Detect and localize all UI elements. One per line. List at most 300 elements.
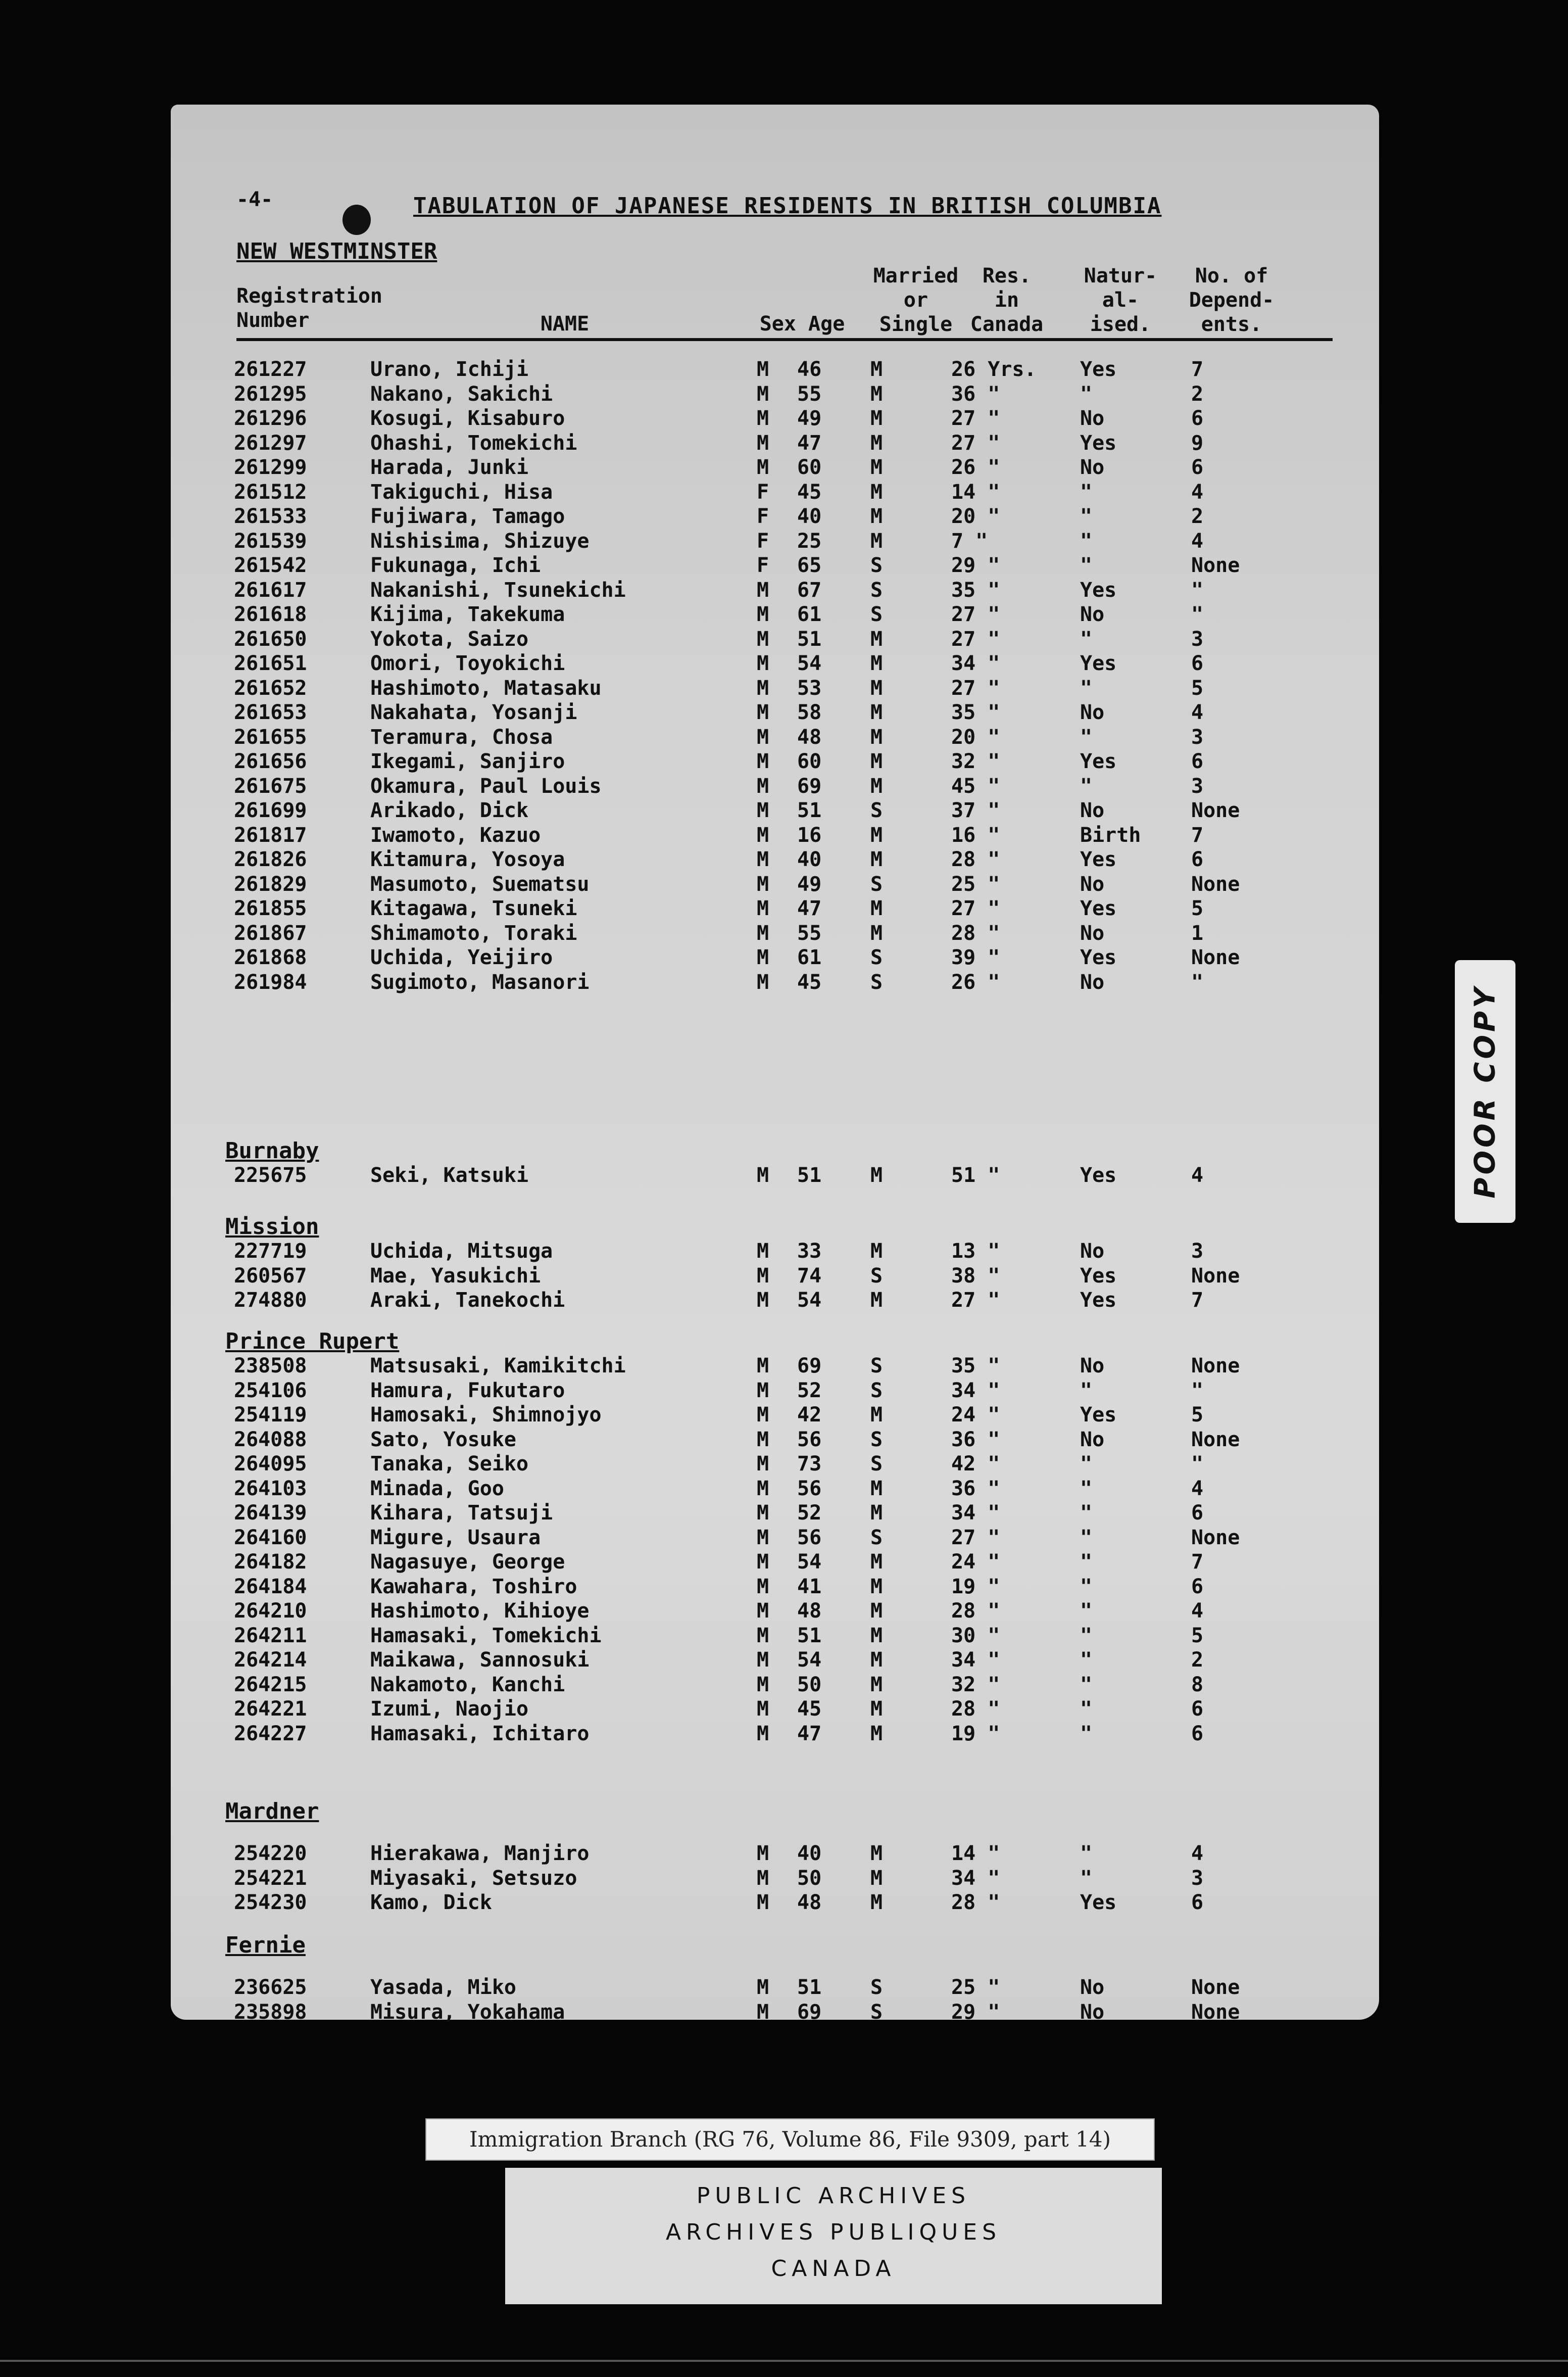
- table-row: [171, 504, 1333, 529]
- cell-res: 16 ": [951, 823, 1000, 847]
- cell-nat: ": [1080, 1697, 1093, 1721]
- cell-name: Masumoto, Suematsu: [370, 872, 590, 896]
- cell-dep: 4: [1191, 529, 1204, 553]
- cell-sex: M: [757, 897, 769, 920]
- cell-sex: M: [757, 701, 769, 724]
- cell-res: 38 ": [951, 1264, 1000, 1288]
- cell-res: 32 ": [951, 750, 1000, 773]
- cell-sex: M: [757, 1240, 769, 1263]
- cell-name: Minada, Goo: [370, 1477, 504, 1500]
- cell-dep: 8: [1191, 1673, 1204, 1696]
- header-married: [870, 264, 961, 337]
- cell-reg: 261867: [234, 921, 307, 945]
- cell-reg: 261826: [234, 848, 307, 871]
- cell-name: Okamura, Paul Louis: [370, 774, 602, 798]
- table-row: [171, 553, 1333, 578]
- cell-sex: M: [757, 1403, 769, 1427]
- table-row: [171, 798, 1333, 823]
- cell-reg: 264214: [234, 1648, 307, 1672]
- cell-mar: M: [870, 1403, 883, 1427]
- table-row: [171, 1890, 1333, 1915]
- table-row: [171, 970, 1333, 994]
- cell-reg: 261542: [234, 554, 307, 577]
- header-dep-line3: ents.: [1201, 313, 1262, 336]
- cell-dep: None: [1191, 1526, 1240, 1549]
- cell-res: 13 ": [951, 1240, 1000, 1263]
- cell-mar: M: [870, 431, 883, 455]
- cell-mar: M: [870, 1842, 883, 1865]
- cell-age: 54: [797, 1550, 822, 1574]
- cell-reg: 254106: [234, 1378, 307, 1402]
- header-registration: [236, 284, 382, 332]
- table-row: [171, 1264, 1333, 1288]
- cell-name: Sato, Yosuke: [370, 1428, 516, 1451]
- cell-sex: M: [757, 676, 769, 700]
- cell-reg: 274880: [234, 1289, 307, 1312]
- cell-nat: No: [1080, 799, 1105, 822]
- table-row: [171, 872, 1333, 896]
- cell-age: 33: [797, 1240, 822, 1263]
- cell-name: Nakahata, Yosanji: [370, 701, 577, 724]
- cell-name: Ikegami, Sanjiro: [370, 750, 565, 773]
- cell-sex: M: [757, 652, 769, 675]
- cell-res: 28 ": [951, 921, 1000, 945]
- cell-sex: M: [757, 1501, 769, 1525]
- cell-name: Nakamoto, Kanchi: [370, 1673, 565, 1696]
- cell-dep: 4: [1191, 701, 1204, 724]
- cell-nat: Yes: [1080, 946, 1117, 969]
- cell-age: 54: [797, 1289, 822, 1312]
- cell-age: 56: [797, 1428, 822, 1451]
- cell-name: Kitagawa, Tsuneki: [370, 897, 577, 920]
- cell-nat: ": [1080, 1452, 1093, 1476]
- cell-age: 61: [797, 946, 822, 969]
- cell-mar: S: [870, 578, 883, 602]
- cell-mar: S: [870, 1526, 883, 1549]
- cell-mar: S: [870, 799, 883, 822]
- cell-name: Hamura, Fukutaro: [370, 1378, 565, 1402]
- table-row: [171, 1722, 1333, 1746]
- cell-res: 37 ": [951, 799, 1000, 822]
- table-row: [171, 1866, 1333, 1890]
- cell-name: Hamosaki, Shimnojyo: [370, 1403, 602, 1427]
- section-heading: Mardner: [225, 1798, 319, 1824]
- cell-nat: No: [1080, 2000, 1105, 2024]
- cell-age: 42: [797, 1403, 822, 1427]
- cell-name: Harada, Junki: [370, 456, 529, 479]
- cell-dep: 6: [1191, 750, 1204, 773]
- table-row: [171, 1239, 1333, 1263]
- cell-age: 67: [797, 578, 822, 602]
- cell-name: Kawahara, Toshiro: [370, 1575, 577, 1598]
- cell-reg: 254221: [234, 1866, 307, 1890]
- cell-res: 24 ": [951, 1550, 1000, 1574]
- cell-age: 52: [797, 1501, 822, 1525]
- cell-mar: M: [870, 1550, 883, 1574]
- cell-nat: ": [1080, 1624, 1093, 1647]
- table-row: [171, 774, 1333, 798]
- cell-sex: M: [757, 1289, 769, 1312]
- cell-age: 53: [797, 676, 822, 700]
- cell-res: 27 ": [951, 1526, 1000, 1549]
- cell-nat: ": [1080, 1648, 1093, 1672]
- cell-age: 65: [797, 554, 822, 577]
- cell-age: 69: [797, 1354, 822, 1377]
- cell-reg: 261618: [234, 603, 307, 626]
- table-row: [171, 1526, 1333, 1550]
- cell-age: 51: [797, 1624, 822, 1647]
- cell-sex: M: [757, 627, 769, 651]
- cell-sex: M: [757, 603, 769, 626]
- header-dep-line1: No. of: [1195, 264, 1268, 288]
- cell-res: 26 ": [951, 970, 1000, 994]
- cell-reg: 261699: [234, 799, 307, 822]
- cell-sex: M: [757, 1673, 769, 1696]
- table-row: [171, 1501, 1333, 1525]
- cell-mar: M: [870, 382, 883, 406]
- cell-dep: 7: [1191, 1289, 1204, 1312]
- header-rule: [236, 338, 1333, 341]
- cell-age: 51: [797, 1976, 822, 1999]
- cell-res: 35 ": [951, 701, 1000, 724]
- cell-age: 40: [797, 848, 822, 871]
- cell-name: Nakano, Sakichi: [370, 382, 553, 406]
- header-dep-line2: Depend-: [1189, 289, 1275, 312]
- cell-sex: M: [757, 1164, 769, 1187]
- cell-age: 40: [797, 505, 822, 528]
- cell-reg: 261296: [234, 407, 307, 430]
- cell-age: 60: [797, 456, 822, 479]
- table-row: [171, 1599, 1333, 1623]
- archive-line-2: ARCHIVES PUBLIQUES: [665, 2219, 1002, 2245]
- cell-name: Migure, Usaura: [370, 1526, 541, 1549]
- section-heading: NEW WESTMINSTER: [236, 239, 437, 264]
- cell-nat: ": [1080, 529, 1093, 553]
- cell-mar: M: [870, 1891, 883, 1914]
- cell-name: Tanaka, Seiko: [370, 1452, 529, 1476]
- table-row: [171, 357, 1333, 382]
- cell-reg: 264139: [234, 1501, 307, 1525]
- header-nat-line1: Natur-: [1084, 264, 1157, 288]
- cell-name: Fukunaga, Ichi: [370, 554, 541, 577]
- table-row: [171, 1673, 1333, 1697]
- table-row: [171, 725, 1333, 749]
- header-residence: [961, 264, 1052, 337]
- cell-reg: 261656: [234, 750, 307, 773]
- cell-name: Hamasaki, Ichitaro: [370, 1722, 590, 1745]
- cell-res: 20 ": [951, 725, 1000, 749]
- cell-reg: 264210: [234, 1599, 307, 1623]
- cell-res: 34 ": [951, 1866, 1000, 1890]
- cell-sex: M: [757, 872, 769, 896]
- cell-age: 55: [797, 382, 822, 406]
- cell-mar: M: [870, 750, 883, 773]
- cell-reg: 261868: [234, 946, 307, 969]
- cell-sex: M: [757, 946, 769, 969]
- archive-line-1: PUBLIC ARCHIVES: [696, 2183, 971, 2209]
- cell-nat: ": [1080, 1477, 1093, 1500]
- cell-mar: M: [870, 1599, 883, 1623]
- cell-res: 27 ": [951, 897, 1000, 920]
- cell-res: 34 ": [951, 1378, 1000, 1402]
- cell-nat: No: [1080, 1354, 1105, 1377]
- cell-sex: M: [757, 1477, 769, 1500]
- cell-dep: 6: [1191, 652, 1204, 675]
- cell-res: 27 ": [951, 431, 1000, 455]
- archive-stamp: [505, 2168, 1162, 2304]
- cell-sex: F: [757, 480, 769, 504]
- cell-mar: S: [870, 872, 883, 896]
- cell-dep: None: [1191, 1976, 1240, 1999]
- cell-dep: 6: [1191, 1891, 1204, 1914]
- cell-sex: M: [757, 750, 769, 773]
- header-dependents: [1176, 264, 1287, 337]
- cell-age: 47: [797, 1722, 822, 1745]
- cell-res: 19 ": [951, 1722, 1000, 1745]
- cell-reg: 264184: [234, 1575, 307, 1598]
- table-row: [171, 896, 1333, 921]
- cell-mar: M: [870, 701, 883, 724]
- cell-nat: No: [1080, 970, 1105, 994]
- table-row: [171, 1163, 1333, 1187]
- table-row: [171, 1575, 1333, 1599]
- cell-age: 46: [797, 358, 822, 381]
- cell-res: 29 ": [951, 2000, 1000, 2024]
- cell-mar: M: [870, 652, 883, 675]
- cell-name: Misura, Yokahama: [370, 2000, 565, 2024]
- cell-reg: 260567: [234, 1264, 307, 1288]
- cell-age: 73: [797, 1452, 822, 1476]
- cell-sex: M: [757, 431, 769, 455]
- archive-line-3: CANADA: [771, 2256, 896, 2281]
- cell-sex: M: [757, 1599, 769, 1623]
- cell-reg: 261650: [234, 627, 307, 651]
- cell-res: 29 ": [951, 554, 1000, 577]
- table-row: [171, 1697, 1333, 1721]
- cell-age: 69: [797, 2000, 822, 2024]
- cell-res: 36 ": [951, 382, 1000, 406]
- cell-nat: No: [1080, 1240, 1105, 1263]
- cell-mar: M: [870, 1624, 883, 1647]
- cell-res: 30 ": [951, 1624, 1000, 1647]
- cell-mar: S: [870, 1354, 883, 1377]
- cell-nat: Yes: [1080, 578, 1117, 602]
- cell-nat: No: [1080, 407, 1105, 430]
- document-title: TABULATION OF JAPANESE RESIDENTS IN BRITISH COLUMBIA: [413, 193, 1162, 219]
- cell-nat: ": [1080, 1575, 1093, 1598]
- cell-reg: 261297: [234, 431, 307, 455]
- cell-sex: M: [757, 456, 769, 479]
- cell-res: 27 ": [951, 676, 1000, 700]
- cell-sex: M: [757, 774, 769, 798]
- cell-age: 48: [797, 1891, 822, 1914]
- cell-sex: M: [757, 1264, 769, 1288]
- cell-reg: 261227: [234, 358, 307, 381]
- cell-reg: 261984: [234, 970, 307, 994]
- cell-age: 69: [797, 774, 822, 798]
- cell-nat: Yes: [1080, 1891, 1117, 1914]
- table-row: [171, 1550, 1333, 1574]
- cell-res: 7 ": [951, 529, 988, 553]
- cell-dep: 4: [1191, 1599, 1204, 1623]
- cell-nat: Yes: [1080, 1164, 1117, 1187]
- cell-dep: None: [1191, 799, 1240, 822]
- section-heading: Mission: [225, 1214, 319, 1240]
- cell-age: 48: [797, 725, 822, 749]
- cell-age: 56: [797, 1477, 822, 1500]
- cell-dep: 6: [1191, 848, 1204, 871]
- cell-age: 48: [797, 1599, 822, 1623]
- cell-reg: 254220: [234, 1842, 307, 1865]
- cell-res: 32 ": [951, 1673, 1000, 1696]
- cell-name: Arikado, Dick: [370, 799, 529, 822]
- cell-nat: ": [1080, 1599, 1093, 1623]
- cell-nat: No: [1080, 921, 1105, 945]
- cell-dep: 4: [1191, 1164, 1204, 1187]
- cell-nat: ": [1080, 554, 1093, 577]
- cell-mar: M: [870, 1240, 883, 1263]
- cell-mar: M: [870, 456, 883, 479]
- cell-mar: M: [870, 627, 883, 651]
- page-number: -4-: [236, 188, 273, 211]
- cell-nat: No: [1080, 1428, 1105, 1451]
- cell-nat: ": [1080, 627, 1093, 651]
- cell-mar: M: [870, 529, 883, 553]
- cell-name: Uchida, Mitsuga: [370, 1240, 553, 1263]
- cell-dep: None: [1191, 2000, 1240, 2024]
- cell-mar: S: [870, 970, 883, 994]
- cell-dep: ": [1191, 1378, 1204, 1402]
- cell-nat: Yes: [1080, 358, 1117, 381]
- cell-reg: 261855: [234, 897, 307, 920]
- header-res-line3: Canada: [970, 313, 1044, 336]
- table-row: [171, 382, 1333, 406]
- cell-name: Kihara, Tatsuji: [370, 1501, 553, 1525]
- cell-mar: M: [870, 848, 883, 871]
- cell-sex: M: [757, 1976, 769, 1999]
- cell-mar: M: [870, 1673, 883, 1696]
- cell-reg: 264103: [234, 1477, 307, 1500]
- cell-name: Hashimoto, Kihioye: [370, 1599, 590, 1623]
- cell-dep: None: [1191, 946, 1240, 969]
- cell-dep: 7: [1191, 1550, 1204, 1574]
- cell-dep: 6: [1191, 456, 1204, 479]
- cell-age: 60: [797, 750, 822, 773]
- cell-dep: None: [1191, 554, 1240, 577]
- cell-reg: 236625: [234, 1976, 307, 1999]
- cell-res: 36 ": [951, 1477, 1000, 1500]
- cell-res: 42 ": [951, 1452, 1000, 1476]
- cell-mar: S: [870, 1378, 883, 1402]
- cell-age: 52: [797, 1378, 822, 1402]
- cell-res: 28 ": [951, 1599, 1000, 1623]
- poor-copy-stamp: [1455, 960, 1515, 1223]
- cell-res: 34 ": [951, 652, 1000, 675]
- cell-mar: S: [870, 946, 883, 969]
- cell-reg: 254230: [234, 1891, 307, 1914]
- cell-name: Miyasaki, Setsuzo: [370, 1866, 577, 1890]
- cell-dep: 5: [1191, 676, 1204, 700]
- cell-name: Matsusaki, Kamikitchi: [370, 1354, 626, 1377]
- table-row: [171, 1378, 1333, 1403]
- cell-nat: ": [1080, 725, 1093, 749]
- cell-sex: M: [757, 382, 769, 406]
- cell-res: 27 ": [951, 1289, 1000, 1312]
- cell-reg: 261817: [234, 823, 307, 847]
- cell-res: 14 ": [951, 480, 1000, 504]
- cell-dep: 7: [1191, 358, 1204, 381]
- cell-nat: ": [1080, 1673, 1093, 1696]
- cell-sex: M: [757, 1428, 769, 1451]
- ink-blot: [342, 205, 371, 235]
- cell-name: Takiguchi, Hisa: [370, 480, 553, 504]
- table-row: [171, 529, 1333, 553]
- cell-mar: M: [870, 407, 883, 430]
- cell-mar: M: [870, 480, 883, 504]
- cell-name: Hashimoto, Matasaku: [370, 676, 602, 700]
- cell-res: 34 ": [951, 1648, 1000, 1672]
- cell-sex: M: [757, 1697, 769, 1721]
- table-row: [171, 627, 1333, 651]
- cell-age: 54: [797, 1648, 822, 1672]
- cell-nat: ": [1080, 1722, 1093, 1745]
- cell-mar: M: [870, 676, 883, 700]
- cell-nat: Yes: [1080, 1289, 1117, 1312]
- cell-mar: S: [870, 1976, 883, 1999]
- cell-mar: M: [870, 1164, 883, 1187]
- cell-res: 27 ": [951, 603, 1000, 626]
- cell-mar: S: [870, 1264, 883, 1288]
- cell-sex: M: [757, 1624, 769, 1647]
- cell-nat: No: [1080, 603, 1105, 626]
- cell-age: 16: [797, 823, 822, 847]
- cell-mar: M: [870, 1289, 883, 1312]
- cell-sex: M: [757, 1722, 769, 1745]
- cell-age: 51: [797, 627, 822, 651]
- cell-reg: 261651: [234, 652, 307, 675]
- cell-sex: M: [757, 823, 769, 847]
- cell-mar: M: [870, 1722, 883, 1745]
- cell-age: 50: [797, 1673, 822, 1696]
- header-nat-line2: al-: [1102, 289, 1139, 312]
- cell-age: 25: [797, 529, 822, 553]
- cell-reg: 264227: [234, 1722, 307, 1745]
- table-row: [171, 1354, 1333, 1378]
- cell-dep: 4: [1191, 480, 1204, 504]
- cell-sex: M: [757, 1575, 769, 1598]
- cell-reg: 264160: [234, 1526, 307, 1549]
- cell-res: 35 ": [951, 578, 1000, 602]
- cell-age: 49: [797, 407, 822, 430]
- cell-sex: M: [757, 1452, 769, 1476]
- cell-sex: M: [757, 799, 769, 822]
- cell-name: Ohashi, Tomekichi: [370, 431, 577, 455]
- cell-dep: 4: [1191, 1477, 1204, 1500]
- table-row: [171, 1288, 1333, 1312]
- cell-res: 14 ": [951, 1842, 1000, 1865]
- cell-dep: ": [1191, 578, 1204, 602]
- cell-age: 40: [797, 1842, 822, 1865]
- cell-name: Yokota, Saizo: [370, 627, 529, 651]
- header-sex-age: Sex Age: [759, 312, 845, 336]
- header-naturalised: [1075, 264, 1166, 337]
- cell-nat: Yes: [1080, 431, 1117, 455]
- document-page: [171, 105, 1379, 2024]
- cell-dep: 6: [1191, 407, 1204, 430]
- cell-reg: 261533: [234, 505, 307, 528]
- cell-sex: M: [757, 1891, 769, 1914]
- cell-res: 45 ": [951, 774, 1000, 798]
